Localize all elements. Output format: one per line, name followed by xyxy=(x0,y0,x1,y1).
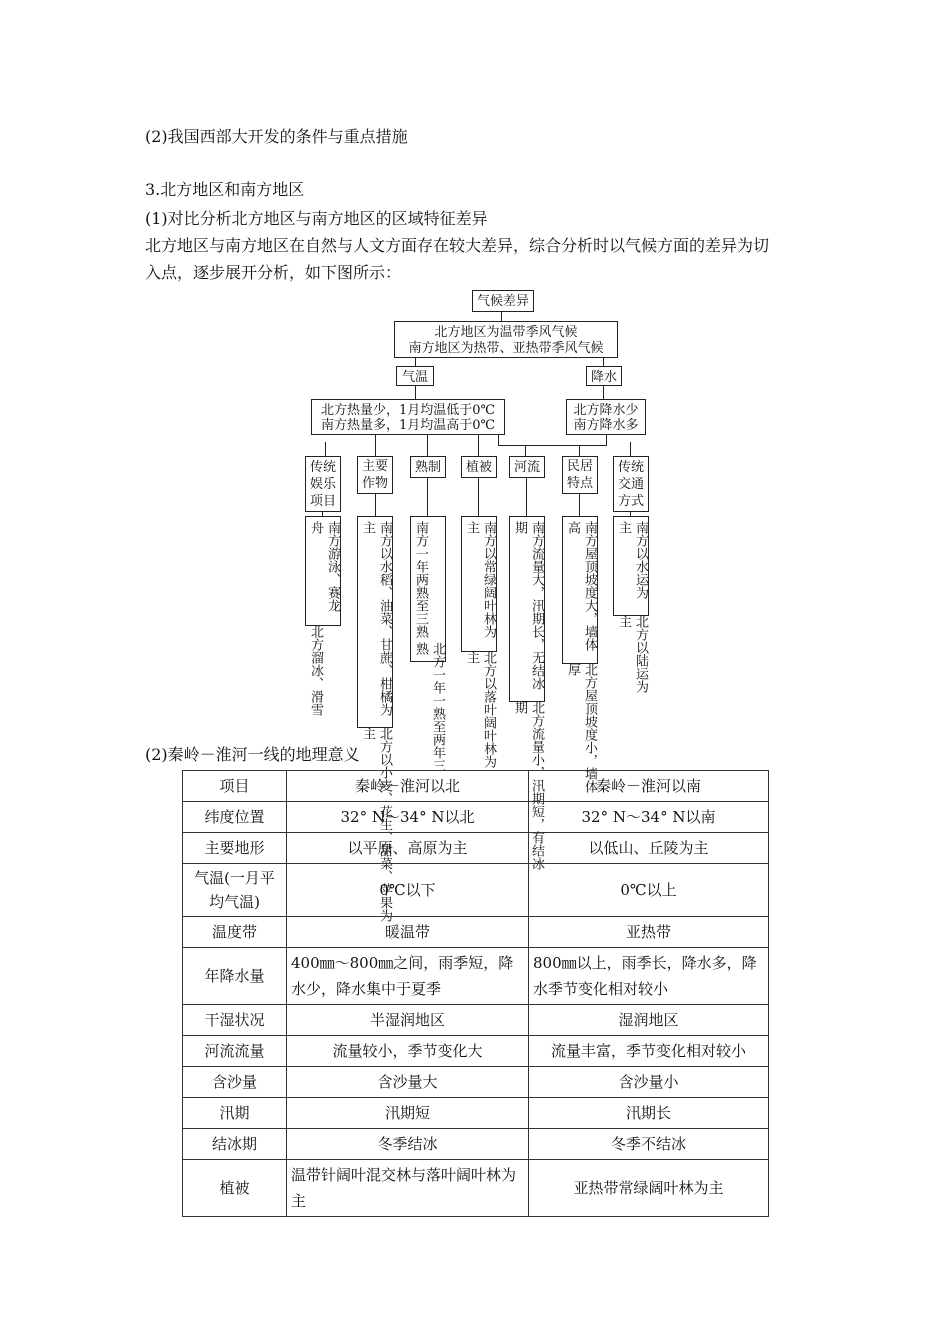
table-cell: 汛期 xyxy=(183,1098,287,1129)
category-housing-label: 民居特点 xyxy=(566,459,593,491)
category-vegetation xyxy=(461,456,497,478)
paragraph-line-1: 北方地区与南方地区在自然与人文方面存在较大差异，综合分析时以气候方面的差异为切 xyxy=(145,236,770,255)
south-climate-type: 南方地区为热带、亚热带季风气候 xyxy=(408,341,604,356)
table-row xyxy=(183,1160,769,1217)
table-cell: 结冰期 xyxy=(183,1129,287,1160)
table-header-row xyxy=(183,771,769,802)
detail-entertainment-south: 南方游泳、赛龙舟 xyxy=(308,521,340,612)
precipitation-box xyxy=(586,366,622,386)
detail-housing-south: 南方屋顶坡度大，墙体高 xyxy=(565,521,597,651)
climate-difference-box xyxy=(472,290,534,312)
detail-transport-north: 北方以陆运为主 xyxy=(616,615,648,693)
table-cell: 主要地形 xyxy=(183,833,287,864)
table-cell: 以低山、丘陵为主 xyxy=(529,833,769,864)
climate-type-box xyxy=(394,321,618,358)
detail-entertainment xyxy=(305,516,341,716)
heat-box xyxy=(311,399,505,435)
detail-cropping-south: 南方一年两熟至三熟 xyxy=(413,521,428,638)
south-rain: 南方降水多 xyxy=(573,418,639,433)
temperature-label: 气温 xyxy=(401,370,428,385)
subsection-heading-compare: (1)对比分析北方地区与南方地区的区域特征差异 xyxy=(145,209,488,228)
table-cell: 半湿润地区 xyxy=(287,1005,529,1036)
rain-box xyxy=(566,399,646,435)
category-transport xyxy=(613,456,649,512)
table-cell: 亚热带常绿阔叶林为主 xyxy=(529,1160,769,1217)
table-cell: 含沙量小 xyxy=(529,1067,769,1098)
category-crops-label: 主要作物 xyxy=(361,459,388,491)
detail-vegetation-north: 北方以落叶阔叶林为主 xyxy=(464,651,496,768)
table-cell: 含沙量大 xyxy=(287,1067,529,1098)
table-row xyxy=(183,802,769,833)
table-cell: 0℃以下 xyxy=(287,864,529,917)
table-cell: 流量丰富，季节变化相对较小 xyxy=(529,1036,769,1067)
detail-crops xyxy=(357,516,393,922)
detail-cropping xyxy=(410,516,446,772)
category-rivers xyxy=(509,456,545,478)
south-heat: 南方热量多，1月均温高于0℃ xyxy=(320,418,496,433)
table-cell: 干湿状况 xyxy=(183,1005,287,1036)
table-cell: 温带针阔叶混交林与落叶阔叶林为主 xyxy=(287,1160,529,1217)
table-header: 秦岭－淮河以南 xyxy=(529,771,769,802)
north-heat: 北方热量少，1月均温低于0℃ xyxy=(320,403,496,418)
category-cropping-label: 熟制 xyxy=(414,460,441,475)
temperature-box xyxy=(396,366,434,386)
detail-housing xyxy=(562,516,598,793)
detail-transport-south: 南方以水运为主 xyxy=(616,521,648,599)
detail-crops-north: 北方以小麦、花生、甜菜、苹果为主 xyxy=(360,727,392,922)
category-cropping xyxy=(410,456,446,478)
detail-rivers-south: 南方流量大，汛期长，无结冰期 xyxy=(512,521,544,690)
table-row xyxy=(183,1067,769,1098)
precipitation-label: 降水 xyxy=(590,370,617,385)
climate-difference-label: 气候差异 xyxy=(476,294,529,309)
category-transport-label: 传统交通方式 xyxy=(617,460,644,509)
category-rivers-label: 河流 xyxy=(513,460,540,475)
qinling-huaihe-table xyxy=(182,770,769,1217)
detail-entertainment-north: 北方溜冰、滑雪 xyxy=(308,625,323,716)
table-row xyxy=(183,1005,769,1036)
category-vegetation-label: 植被 xyxy=(465,460,492,475)
table-cell: 流量较小，季节变化大 xyxy=(287,1036,529,1067)
table-cell: 植被 xyxy=(183,1160,287,1217)
table-row xyxy=(183,833,769,864)
table-cell: 含沙量 xyxy=(183,1067,287,1098)
detail-rivers-north: 北方流量小，汛期短，有结冰期 xyxy=(512,701,544,870)
table-cell: 汛期长 xyxy=(529,1098,769,1129)
table-cell: 冬季结冰 xyxy=(287,1129,529,1160)
table-header: 项目 xyxy=(183,771,287,802)
north-climate-type: 北方地区为温带季风气候 xyxy=(434,325,578,340)
table-cell: 800㎜以上，雨季长，降水多，降水季节变化相对较小 xyxy=(529,948,769,1005)
table-cell: 0℃以上 xyxy=(529,864,769,917)
table-row xyxy=(183,948,769,1005)
category-crops xyxy=(357,456,393,494)
north-rain: 北方降水少 xyxy=(573,403,639,418)
section-heading-west-development: (2)我国西部大开发的条件与重点措施 xyxy=(145,127,408,146)
table-cell: 气温(一月平均气温) xyxy=(183,864,287,917)
detail-vegetation xyxy=(461,516,497,768)
category-housing xyxy=(562,456,598,494)
subsection-heading-qinling: (2)秦岭－淮河一线的地理意义 xyxy=(145,745,360,764)
table-header: 秦岭－淮河以北 xyxy=(287,771,529,802)
detail-housing-north: 北方屋顶坡度小，墙体厚 xyxy=(565,663,597,793)
detail-vegetation-south: 南方以常绿阔叶林为主 xyxy=(464,521,496,638)
detail-transport xyxy=(613,516,649,693)
category-entertainment-label: 传统娱乐项目 xyxy=(309,460,336,509)
table-cell: 河流流量 xyxy=(183,1036,287,1067)
table-cell: 温度带 xyxy=(183,917,287,948)
table-row xyxy=(183,1098,769,1129)
section-heading-north-south: 3.北方地区和南方地区 xyxy=(145,180,305,199)
paragraph-line-2: 入点，逐步展开分析，如下图所示： xyxy=(145,263,402,282)
table-cell: 400㎜～800㎜之间，雨季短，降水少，降水集中于夏季 xyxy=(287,948,529,1005)
table-row xyxy=(183,917,769,948)
table-cell: 32° N～34° N以南 xyxy=(529,802,769,833)
table-row xyxy=(183,864,769,917)
table-cell: 年降水量 xyxy=(183,948,287,1005)
table-cell: 湿润地区 xyxy=(529,1005,769,1036)
table-cell: 纬度位置 xyxy=(183,802,287,833)
detail-cropping-north: 北方一年一熟至两年三熟 xyxy=(413,642,445,772)
table-cell: 汛期短 xyxy=(287,1098,529,1129)
table-cell: 以平原、高原为主 xyxy=(287,833,529,864)
table-cell: 暖温带 xyxy=(287,917,529,948)
table-row xyxy=(183,1036,769,1067)
table-row xyxy=(183,1129,769,1160)
table-cell: 亚热带 xyxy=(529,917,769,948)
category-entertainment xyxy=(305,456,341,512)
table-cell: 32° N～34° N以北 xyxy=(287,802,529,833)
detail-rivers xyxy=(509,516,545,870)
table-cell: 冬季不结冰 xyxy=(529,1129,769,1160)
detail-crops-south: 南方以水稻、油菜、甘蔗、柑橘为主 xyxy=(360,521,392,716)
